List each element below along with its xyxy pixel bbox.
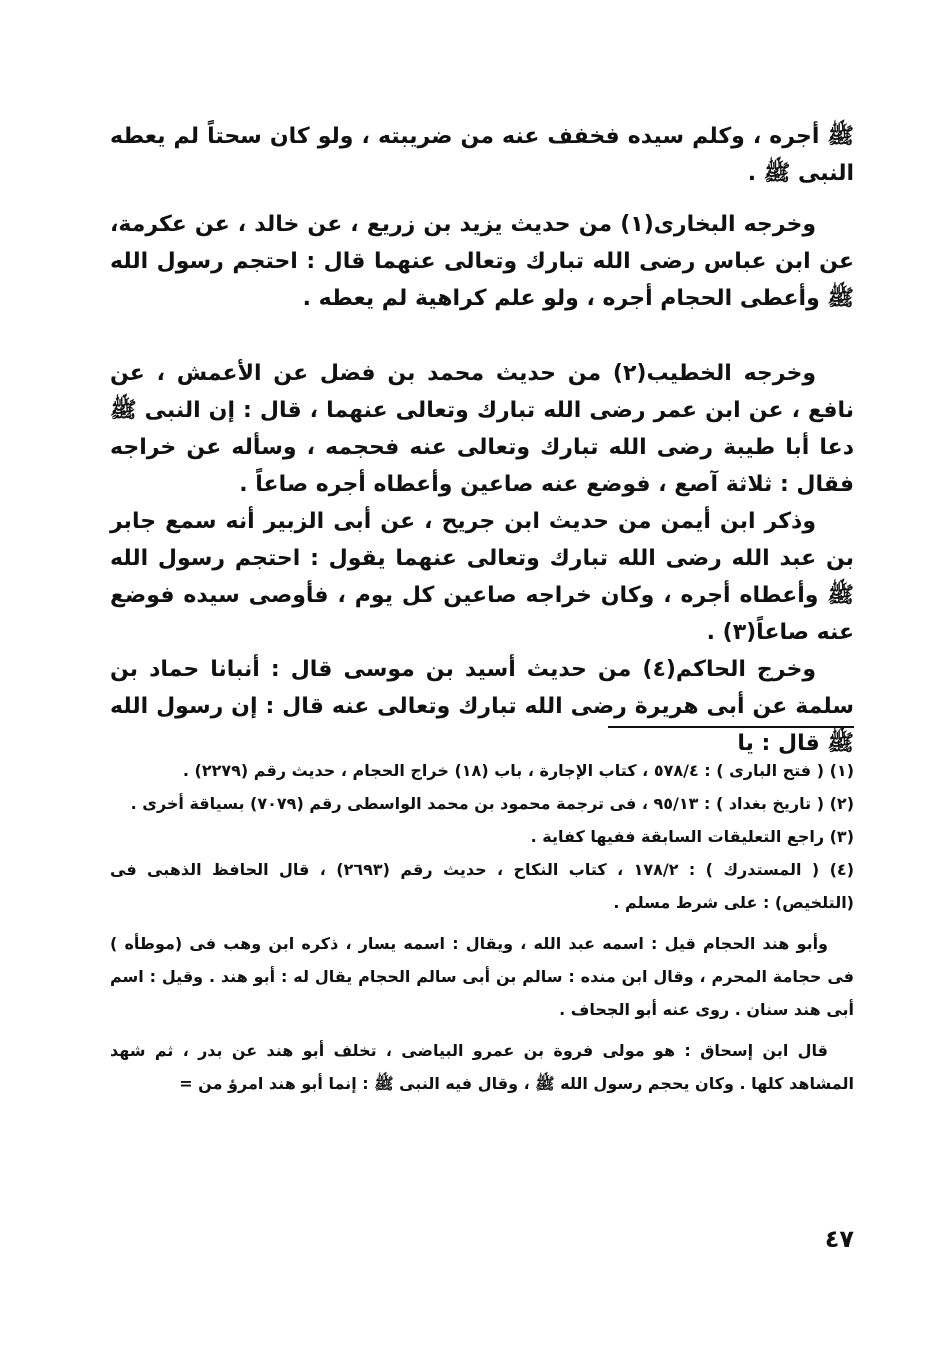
main-text	[110, 118, 854, 762]
footnote-4: (٤) ( المستدرك ) : ١٧٨/٢ ، كتاب النكاح ، حديث رقم (٢٦٩٣) ، قال الحافظ الذهبى فى (التلخيص) : على شرط مسلم .	[110, 860, 854, 912]
paragraph-continuation: ﷺ أجره ، وكلم سيده فخفف عنه من ضريبته ، ولو كان سحتاً لم يعطه النبى ﷺ .	[110, 124, 854, 186]
footnote-3: (٣) راجع التعليقات السابقة ففيها كفاية .	[530, 827, 854, 846]
page-number: ٤٧	[824, 1225, 854, 1253]
paragraph-hakim: وخرج الحاكم(٤) من حديث أسيد بن موسى قال : أنبانا حماد بن سلمة عن أبى هريرة رضى الله تبارك وتعالى عنه قال : إن رسول الله ﷺ قال : يا	[110, 657, 854, 756]
footnote-4-note-abu-hind: وأبو هند الحجام قيل : اسمه عبد الله ، ويقال : اسمه يسار ، ذكره ابن وهب فى (موطأه ) فى حجامة المحرم ، وقال ابن منده : سالم بن أبى سالم الحجام يقال له : أبو هند . وقيل : اسم أبى هند سنان . روى عنه أبو الجحاف .	[110, 934, 854, 1019]
paragraph-ibn-ayman: وذكر ابن أيمن من حديث ابن جريح ، عن أبى الزبير أنه سمع جابر بن عبد الله رضى الله تبارك وتعالى عنهما يقول : احتجم رسول الله ﷺ وأعطاه أجره ، وكان خراجه صاعين كل يوم ، فأوصى سيده فوضع عنه صاعاً(٣) .	[110, 509, 854, 645]
paragraph-bukhari: وخرجه البخارى(١) من حديث يزيد بن زريع ، عن خالد ، عن عكرمة، عن ابن عباس رضى الله تبارك وتعالى عنهما قال : احتجم رسول الله ﷺ وأعطى الحجام أجره ، ولو علم كراهية لم يعطه .	[110, 212, 854, 311]
footnotes	[110, 754, 854, 1100]
book-page	[110, 118, 854, 1318]
footnote-4-note-ibn-ishaq: قال ابن إسحاق : هو مولى فروة بن عمرو البياضى ، تخلف أبو هند عن بدر ، ثم شهد المشاهد كلها . وكان يحجم رسول الله ﷺ ، وقال فيه النبى ﷺ : إنما أبو هند امرؤ من =	[110, 1041, 854, 1093]
footnote-separator	[608, 726, 854, 728]
footnote-2: (٢) ( تاريخ بغداد ) : ٩٥/١٣ ، فى ترجمة محمود بن محمد الواسطى رقم (٧٠٧٩) بسياقة أخرى .	[130, 794, 854, 813]
footnote-1: (١) ( فتح البارى ) : ٥٧٨/٤ ، كتاب الإجارة ، باب (١٨) خراج الحجام ، حديث رقم (٢٢٧٩) .	[182, 761, 854, 780]
paragraph-khatib: وخرجه الخطيب(٢) من حديث محمد بن فضل عن الأعمش ، عن نافع ، عن ابن عمر رضى الله تبارك وتعالى عنهما ، قال : إن النبى ﷺ دعا أبا طيبة رضى الله تبارك وتعالى عنه فحجمه ، وسأله عن خراجه فقال : ثلاثة آصع ، فوضع عنه صاعين وأعطاه أجره صاعاً .	[110, 361, 854, 497]
